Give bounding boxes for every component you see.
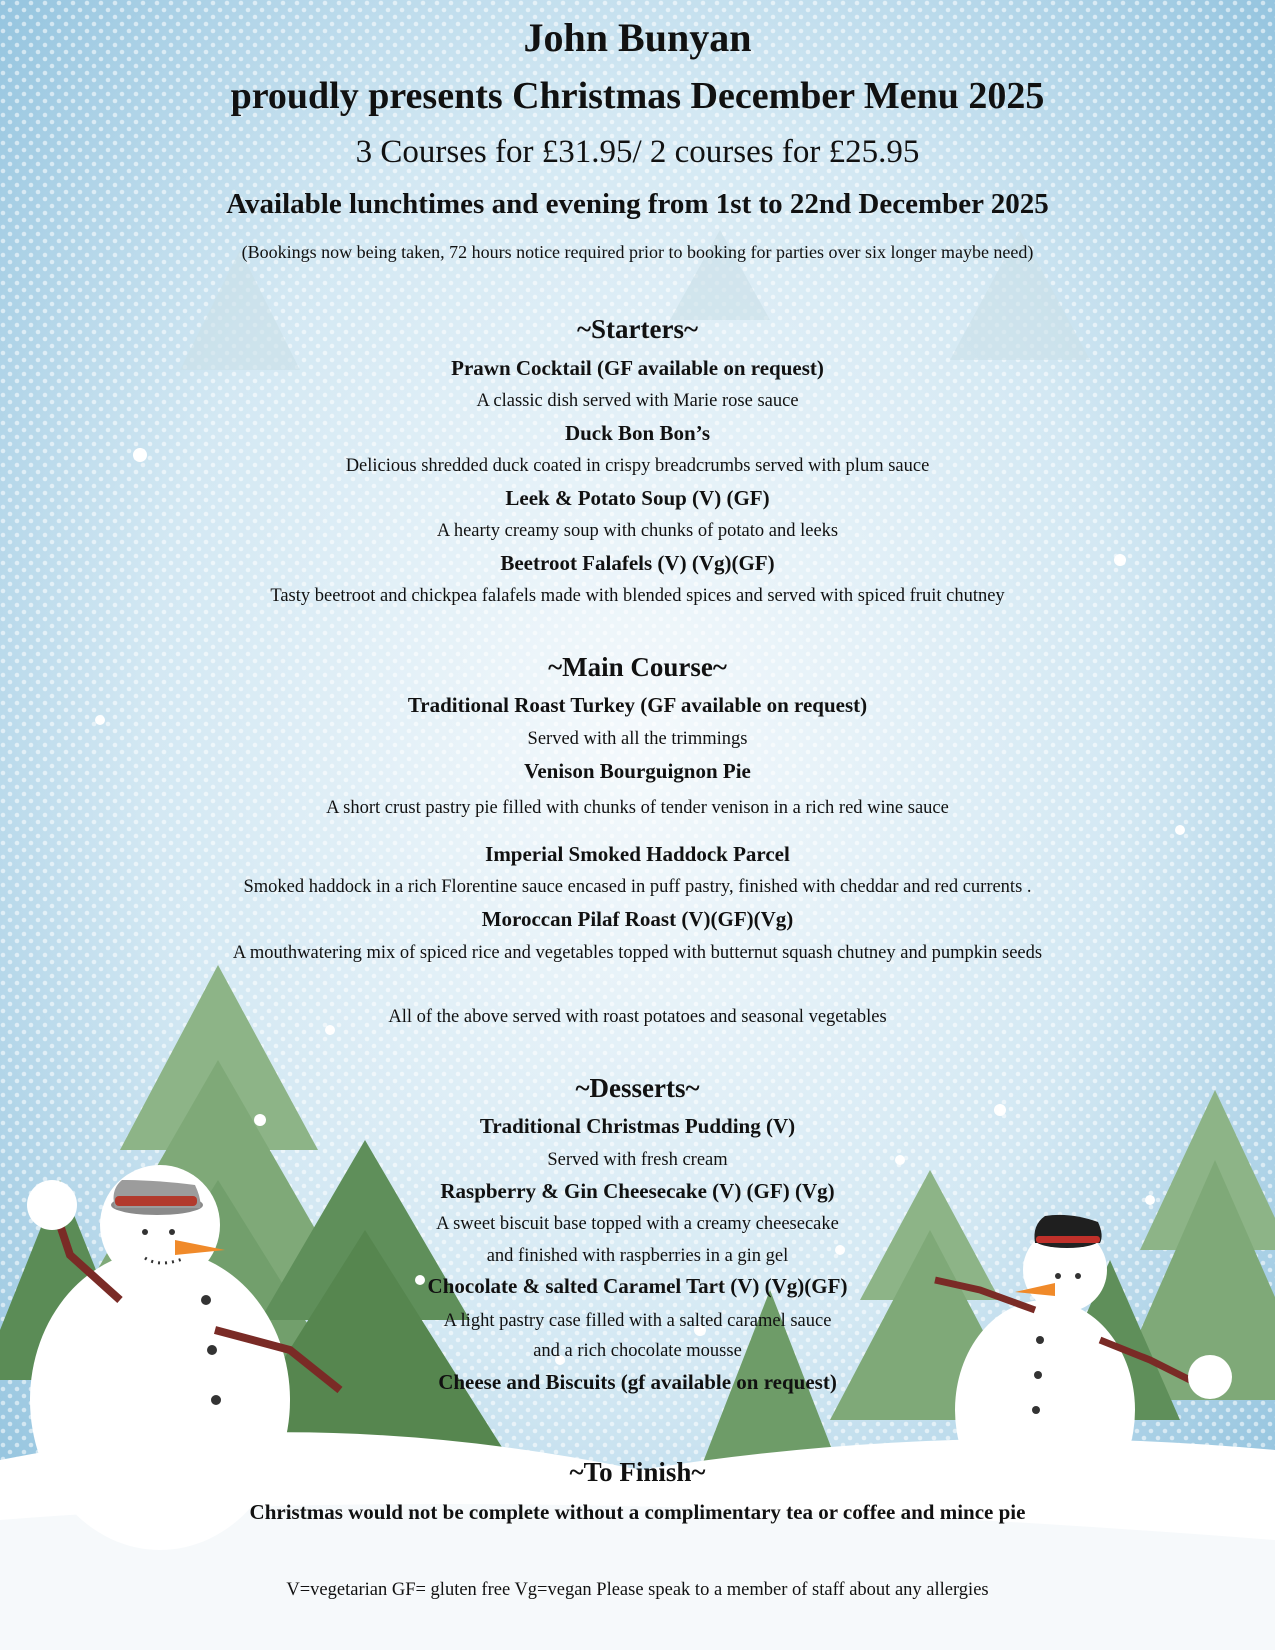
menu-item-desc: A hearty creamy soup with chunks of potato and leeks [436,521,839,541]
page-title: John Bunyan [523,15,752,60]
menu-item-name: Beetroot Falafels (V) (Vg)(GF) [500,551,775,575]
menu-item-desc: A classic dish served with Marie rose sauce [476,391,799,411]
menu-item-name: Prawn Cocktail (GF available on request) [451,356,824,380]
section-heading-desserts: ~Desserts~ [575,1073,700,1103]
menu-item-desc: A short crust pastry pie filled with chunks of tender venison in a rich red wine sauce [326,798,949,818]
booking-note: (Bookings now being taken, 72 hours notice required prior to booking for parties over six longer maybe need) [241,242,1034,262]
dietary-legend: V=vegetarian GF= gluten free Vg=vegan Please speak to a member of staff about any allergies [286,1580,989,1600]
menu-item-name: Imperial Smoked Haddock Parcel [485,842,790,866]
menu-item-name: Chocolate & salted Caramel Tart (V) (Vg)(GF) [427,1274,848,1298]
section-heading-main: ~Main Course~ [548,652,727,682]
main-course-note: All of the above served with roast potatoes and seasonal vegetables [388,1007,887,1027]
menu-item-desc: Smoked haddock in a rich Florentine sauce encased in puff pastry, finished with cheddar and red currents . [243,877,1032,897]
menu-item-name: Cheese and Biscuits (gf available on request) [438,1370,837,1394]
pricing-text: 3 Courses for £31.95/ 2 courses for £25.95 [355,134,920,170]
menu-item-name: Traditional Roast Turkey (GF available on request) [407,693,868,717]
menu-item-desc: Tasty beetroot and chickpea falafels made with blended spices and served with spiced fruit chutney [270,586,1005,606]
menu-item-name: Moroccan Pilaf Roast (V)(GF)(Vg) [481,907,794,931]
menu-item-name: Duck Bon Bon’s [564,421,711,445]
menu-item-desc: Delicious shredded duck coated in crispy breadcrumbs served with plum sauce [345,456,930,476]
availability-text: Available lunchtimes and evening from 1st to 22nd December 2025 [226,188,1049,220]
section-heading-finish: ~To Finish~ [569,1457,706,1487]
menu-item-desc: and a rich chocolate mousse [533,1341,742,1361]
menu-item-desc: Served with fresh cream [547,1150,728,1170]
menu-item-name: Raspberry & Gin Cheesecake (V) (GF) (Vg) [440,1179,835,1203]
finish-text: Christmas would not be complete without a complimentary tea or coffee and mince pie [249,1500,1026,1524]
menu-item-desc: A light pastry case filled with a salted caramel sauce [443,1311,832,1331]
menu-item-desc: A sweet biscuit base topped with a creamy cheesecake [436,1214,839,1234]
page-subtitle: proudly presents Christmas December Menu 2025 [230,75,1045,117]
menu-item-name: Leek & Potato Soup (V) (GF) [505,486,770,510]
menu-item-desc: and finished with raspberries in a gin gel [486,1246,789,1266]
section-heading-starters: ~Starters~ [576,314,699,344]
menu-item-desc: A mouthwatering mix of spiced rice and vegetables topped with butternut squash chutney and pumpkin seeds [232,943,1043,963]
menu-item-name: Venison Bourguignon Pie [524,759,751,783]
menu-item-desc: Served with all the trimmings [527,729,748,749]
menu-item-name: Traditional Christmas Pudding (V) [479,1114,796,1138]
